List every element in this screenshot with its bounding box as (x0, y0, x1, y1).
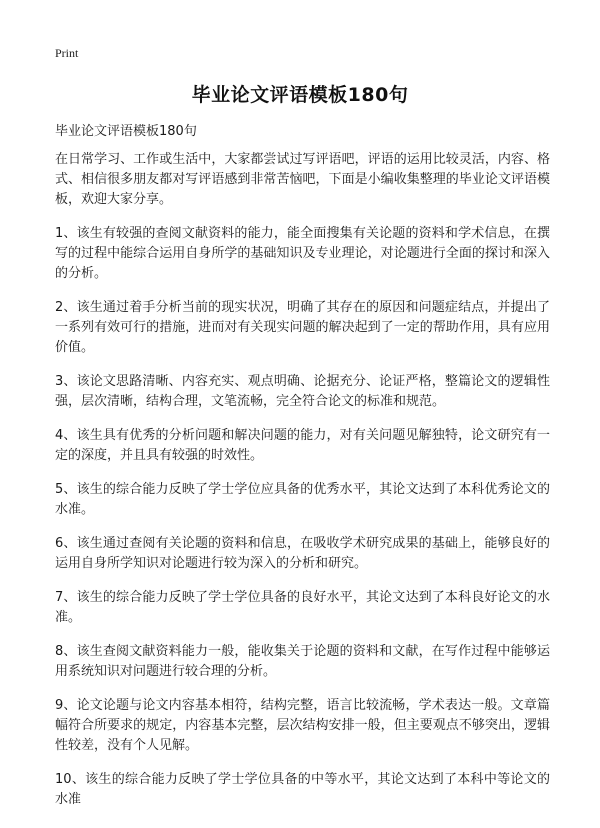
paragraph-item: 1、该生有较强的查阅文献资料的能力，能全面搜集有关论题的资料和学术信息，在撰写的过程中能综合运用自身所学的基础知识及专业理论，对论题进行全面的探讨和深入的分析。 (55, 226, 550, 281)
document-subtitle: 毕业论文评语模板180句 (55, 124, 197, 139)
print-label: Print (55, 46, 79, 60)
paragraph-item: 3、该论文思路清晰、内容充实、观点明确、论据充分、论证严格，整篇论文的逻辑性强，层次清晰，结构合理，文笔流畅，完全符合论文的标准和规范。 (55, 374, 550, 409)
paragraph-item: 2、该生通过着手分析当前的现实状况，明确了其存在的原因和问题症结点，并提出了一系列有效可行的措施，进而对有关现实问题的解决起到了一定的帮助作用，具有应用价值。 (55, 300, 550, 355)
paragraph-intro: 在日常学习、工作或生活中，大家都尝试过写评语吧，评语的运用比较灵活，内容、格式、相信很多朋友都对写评语感到非常苦恼吧，下面是小编收集整理的毕业论文评语模板，欢迎大家分享。 (55, 152, 550, 207)
paragraph-item: 7、该生的综合能力反映了学士学位具备的良好水平，其论文达到了本科良好论文的水准。 (55, 590, 550, 625)
document-body (55, 122, 550, 824)
paragraph-item: 6、该生通过查阅有关论题的资料和信息，在吸收学术研究成果的基础上，能够良好的运用自身所学知识对论题进行较为深入的分析和研究。 (55, 536, 550, 571)
document-title: 毕业论文评语模板180句 (191, 84, 409, 106)
paragraph-item: 9、论文论题与论文内容基本相符，结构完整，语言比较流畅，学术表达一般。文章篇幅符合所要求的规定，内容基本完整，层次结构安排一般，但主要观点不够突出，逻辑性较差，没有个人见解。 (55, 698, 550, 753)
paragraph-item: 10、该生的综合能力反映了学士学位具备的中等水平，其论文达到了本科中等论文的水准 (55, 772, 550, 807)
paragraph-item: 5、该生的综合能力反映了学士学位应具备的优秀水平，其论文达到了本科优秀论文的水准。 (55, 482, 550, 517)
paragraph-item: 4、该生具有优秀的分析问题和解决问题的能力，对有关问题见解独特，论文研究有一定的深度，并且具有较强的时效性。 (55, 428, 550, 463)
paragraph-item: 8、该生查阅文献资料能力一般，能收集关于论题的资料和文献，在写作过程中能够运用系统知识对问题进行较合理的分析。 (55, 644, 550, 679)
